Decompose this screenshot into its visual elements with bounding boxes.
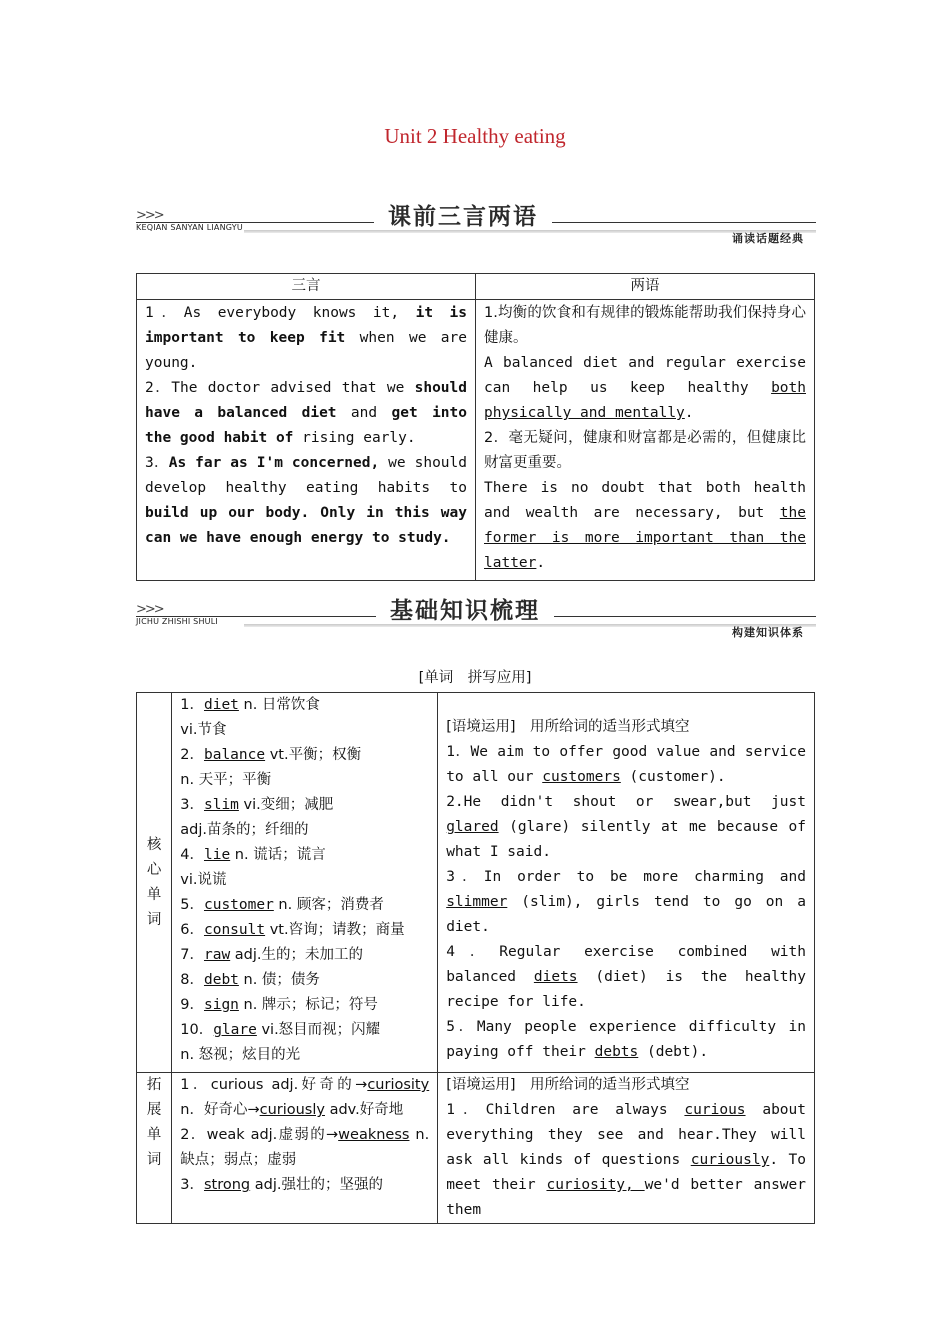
core-word-item: 2．balance vt.平衡；权衡	[180, 747, 362, 763]
banner-pinyin: KEQIAN SANYAN LIANGYU	[136, 223, 243, 232]
ext-exercise-1: 1．Children are always curious about everything they see and hear.They will ask all kinds of questions curiously. To meet their curiosity, we'd better answer them	[446, 1102, 806, 1218]
core-exercise-item: 5．Many people experience difficulty in paying off their debts (debt).	[446, 1019, 806, 1060]
liangyu-chinese-1: 1.均衡的饮食和有规律的锻炼能帮助我们保持身心健康。	[484, 305, 806, 346]
core-word-item: 3．slim vi.变细；减肥	[180, 797, 334, 813]
core-word-item: n. 天平；平衡	[180, 772, 272, 788]
core-exercise-item: 4．Regular exercise combined with balanced diets (diet) is the healthy recipe for life.	[446, 944, 806, 1010]
chevrons-icon: >>>	[136, 208, 163, 223]
extended-exercise	[438, 1073, 815, 1224]
core-word-item: 4．lie n. 谎话；谎言	[180, 847, 326, 863]
column-header-liangyu: 两语	[476, 274, 815, 300]
core-exercise	[438, 693, 815, 1073]
sanyan-cell	[137, 300, 476, 581]
core-word-item: 5．customer n. 顾客；消费者	[180, 897, 384, 913]
ext-word-3: 3．strong adj.强壮的；坚强的	[180, 1177, 383, 1193]
core-exercise-item: 1．We aim to offer good value and service to all our customers (customer).	[446, 744, 806, 785]
liangyu-chinese-2: 2．毫无疑问，健康和财富都是必需的，但健康比财富更重要。	[484, 430, 806, 471]
extended-words-list	[172, 1073, 438, 1224]
core-word-item: 10．glare vi.怒目而视；闪耀	[180, 1022, 381, 1038]
column-header-sanyan: 三言	[137, 274, 476, 300]
banner-bar	[244, 230, 816, 233]
core-word-item: vi.节食	[180, 722, 227, 738]
core-words-label: 核 心 单 词	[137, 693, 172, 1073]
core-word-item: 6．consult vt.咨询；请教；商量	[180, 922, 405, 938]
page-title: Unit 2 Healthy eating	[384, 124, 566, 148]
core-exercise-item: 2.He didn't shout or swear,but just glared (glare) silently at me because of what I said.	[446, 794, 806, 860]
section-banner-preview	[136, 204, 816, 244]
core-word-item: adj.苗条的；纤细的	[180, 822, 309, 838]
answer-blank: both physically and mentally	[484, 380, 806, 421]
sanyan-sentence-1: 1．As everybody knows it, it is important to keep fit when we are young.	[145, 305, 468, 371]
core-word-item: vi.说谎	[180, 872, 227, 888]
section-banner-basics	[136, 598, 816, 638]
core-exercise-item: 3．In order to be more charming and slimmer (slim), girls tend to go on a diet.	[446, 869, 806, 935]
ext-word-1: 1．curious adj.好奇的→curiosity n．好奇心→curiously adv.好奇地	[180, 1077, 430, 1118]
phrases-table	[136, 273, 815, 581]
banner-heading: 基础知识梳理	[376, 598, 554, 624]
chevrons-icon: >>>	[136, 602, 163, 617]
core-word-item: 1．diet n. 日常饮食	[180, 697, 320, 713]
core-word-item: n. 怒视；炫目的光	[180, 1047, 301, 1063]
answer-blank: the former is more important than the latter	[484, 505, 806, 571]
banner-subheading: 诵读话题经典	[732, 232, 804, 245]
extended-words-label: 拓 展 单 词	[137, 1073, 172, 1224]
ext-word-2: 2．weak adj.虚弱的→weakness n. 缺点；弱点；虚弱	[180, 1127, 430, 1168]
liangyu-english-1: A balanced diet and regular exercise can help us keep healthy both physically and mentally.	[484, 355, 806, 421]
section-subtitle: [单词 拼写应用]	[418, 670, 532, 686]
banner-pinyin: JICHU ZHISHI SHULI	[136, 617, 218, 626]
vocabulary-table	[136, 692, 815, 1224]
liangyu-english-2: There is no doubt that both health and wealth are necessary, but the former is more important than the latter.	[484, 480, 806, 571]
banner-subheading: 构建知识体系	[732, 626, 804, 639]
sanyan-sentence-3: 3．As far as I'm concerned, we should develop healthy eating habits to build up our body. Only in this way can we have enough energy to study.	[145, 455, 467, 546]
core-word-item: 8．debt n. 债；债务	[180, 972, 320, 988]
banner-heading: 课前三言两语	[374, 204, 552, 230]
core-words-list	[172, 693, 438, 1073]
banner-bar	[244, 624, 816, 627]
exercise-title: [语境运用] 用所给词的适当形式填空	[446, 1077, 690, 1093]
exercise-title: [语境运用] 用所给词的适当形式填空	[446, 719, 690, 735]
core-word-item: 7．raw adj.生的；未加工的	[180, 947, 364, 963]
core-word-item: 9．sign n. 牌示；标记；符号	[180, 997, 378, 1013]
liangyu-cell	[476, 300, 815, 581]
sanyan-sentence-2: 2．The doctor advised that we should have a balanced diet and get into the good habit of rising early.	[145, 380, 467, 446]
